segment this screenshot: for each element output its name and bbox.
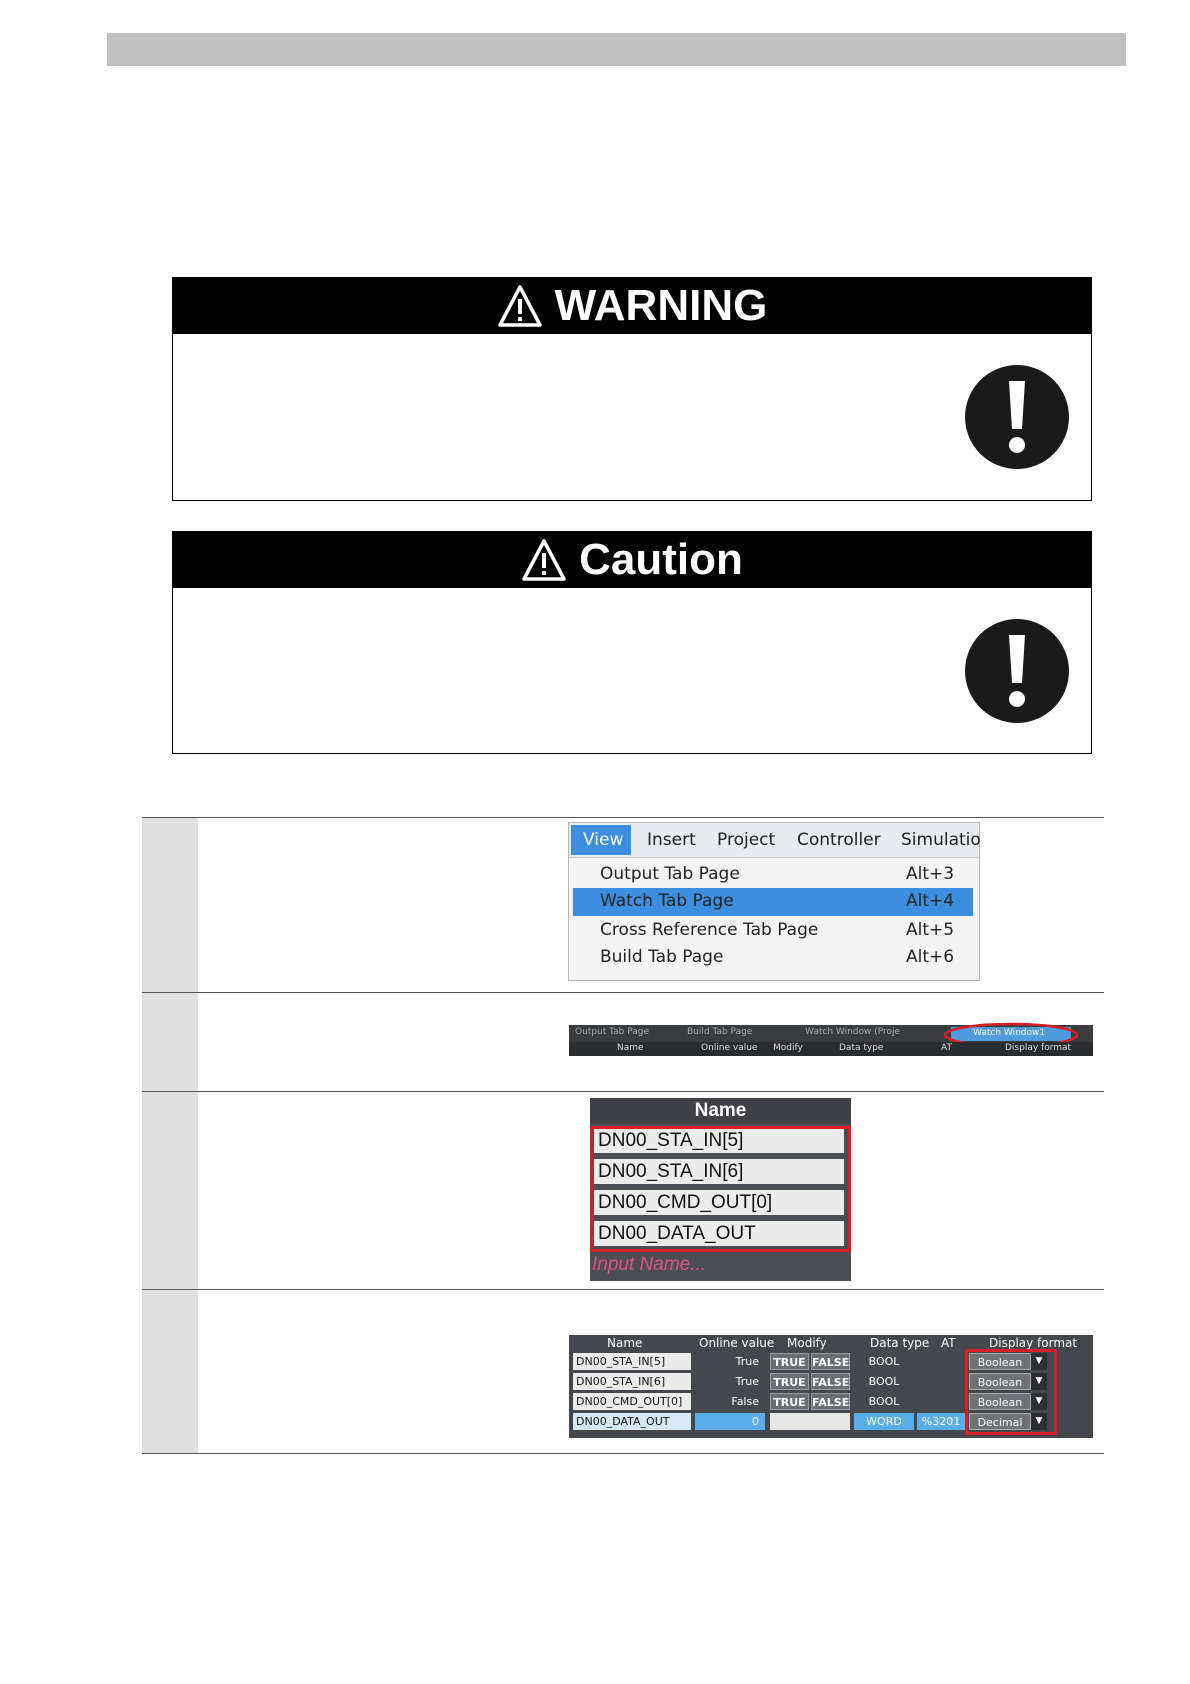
display-format-select[interactable]: Boolean: [969, 1393, 1031, 1410]
warning-title: WARNING: [554, 281, 768, 330]
watch-row-at: [917, 1373, 965, 1390]
col-header-data-type: Data type: [839, 1043, 884, 1053]
watch-row-value: True: [735, 1355, 759, 1368]
name-entry[interactable]: DN00_DATA_OUT: [594, 1221, 844, 1246]
warning-triangle-icon: [497, 284, 543, 328]
menu-item-shortcut: Alt+5: [906, 920, 955, 940]
chevron-down-icon[interactable]: ▼: [1031, 1373, 1047, 1390]
menu-item-build-tab[interactable]: [573, 944, 973, 972]
watch-row-name: DN00_DATA_OUT: [573, 1413, 691, 1430]
modify-value-field[interactable]: [770, 1413, 850, 1430]
menu-item-output-tab[interactable]: [573, 861, 973, 889]
watch-table-screenshot: [569, 1335, 1093, 1438]
watch-row-type: WORD: [854, 1413, 914, 1430]
watch-row-name: DN00_CMD_OUT[0]: [573, 1393, 691, 1410]
col-header-at: AT: [941, 1043, 952, 1053]
name-entry[interactable]: DN00_STA_IN[6]: [594, 1159, 844, 1184]
menu-bar: [569, 823, 979, 858]
exclamation-icon: [965, 365, 1069, 469]
true-button[interactable]: TRUE: [770, 1373, 809, 1390]
menu-item-label: Build Tab Page: [600, 947, 724, 967]
name-list-screenshot: [590, 1098, 851, 1281]
menu-item-shortcut: Alt+4: [906, 891, 955, 911]
tab-watch-window1-label: Watch Window1: [973, 1028, 1046, 1038]
true-button[interactable]: TRUE: [770, 1393, 809, 1410]
menu-simulation[interactable]: Simulatio: [901, 830, 981, 850]
col-header-online-value: Online value: [701, 1043, 758, 1053]
menu-controller[interactable]: Controller: [797, 830, 881, 850]
display-format-select[interactable]: Boolean: [969, 1353, 1031, 1370]
menu-item-label: Cross Reference Tab Page: [600, 920, 819, 940]
chevron-down-icon[interactable]: ▼: [1031, 1413, 1047, 1430]
chevron-down-icon[interactable]: ▼: [1031, 1353, 1047, 1370]
watch-row-at: %3201: [917, 1413, 965, 1430]
false-button[interactable]: FALSE: [811, 1373, 850, 1390]
menu-item-watch-tab[interactable]: [573, 888, 973, 916]
watch-row-name: DN00_STA_IN[5]: [573, 1353, 691, 1370]
col-header-modify: Modify: [773, 1043, 803, 1053]
step-number-cell: [142, 1290, 198, 1453]
step-number-cell: [142, 1092, 198, 1289]
col-header-name: Name: [617, 1043, 644, 1053]
caution-title: Caution: [579, 535, 743, 584]
watch-row-at: [917, 1353, 965, 1370]
menu-item-shortcut: Alt+6: [906, 947, 955, 967]
tab-output[interactable]: Output Tab Page: [575, 1027, 650, 1037]
chevron-down-icon[interactable]: ▼: [1031, 1393, 1047, 1410]
name-entry[interactable]: DN00_CMD_OUT[0]: [594, 1190, 844, 1215]
col-header-name: Name: [607, 1336, 643, 1350]
menu-item-label: Watch Tab Page: [600, 891, 734, 911]
menu-project[interactable]: Project: [717, 830, 776, 850]
caution-notice: [172, 531, 1092, 754]
menu-item-label: Output Tab Page: [600, 864, 740, 884]
highlight-box: [965, 1349, 1057, 1435]
menu-item-cross-reference-tab[interactable]: [573, 917, 973, 945]
menu-insert[interactable]: Insert: [647, 830, 696, 850]
col-header-display-format: Display format: [1005, 1043, 1072, 1053]
true-button[interactable]: TRUE: [770, 1353, 809, 1370]
menu-view[interactable]: View: [583, 830, 624, 850]
name-entry[interactable]: DN00_STA_IN[5]: [594, 1128, 844, 1153]
warning-notice: [172, 277, 1092, 501]
highlight-box: [590, 1126, 851, 1252]
caution-title-bar: [173, 532, 1091, 588]
watch-row-value: 0: [695, 1413, 765, 1430]
watch-row-at: [917, 1393, 965, 1410]
display-format-select[interactable]: Boolean: [969, 1373, 1031, 1390]
false-button[interactable]: FALSE: [811, 1393, 850, 1410]
step-number-cell: [142, 818, 198, 992]
col-header-online-value: Online value: [699, 1336, 775, 1350]
false-button[interactable]: FALSE: [811, 1353, 850, 1370]
warning-title-bar: [173, 278, 1091, 334]
menu-item-shortcut: Alt+3: [906, 864, 955, 884]
col-header-at: AT: [941, 1336, 956, 1350]
view-menu-screenshot: [568, 822, 980, 981]
input-name-field[interactable]: Input Name...: [592, 1254, 707, 1275]
step-number-cell: [142, 993, 198, 1091]
display-format-select[interactable]: Decimal: [969, 1413, 1031, 1430]
tab-watch-project[interactable]: Watch Window (Proje: [805, 1027, 901, 1037]
watch-row-type: BOOL: [868, 1395, 900, 1408]
col-header-modify: Modify: [787, 1336, 827, 1350]
tab-build[interactable]: Build Tab Page: [687, 1027, 753, 1037]
page-header-bar: [107, 33, 1126, 66]
watch-row-type: BOOL: [868, 1375, 900, 1388]
watch-row-name: DN00_STA_IN[6]: [573, 1373, 691, 1390]
watch-tab-strip-screenshot: [569, 1025, 1093, 1056]
name-column-header: Name: [590, 1098, 851, 1124]
caution-triangle-icon: [521, 538, 567, 582]
exclamation-icon: [965, 619, 1069, 723]
watch-row-type: BOOL: [868, 1355, 900, 1368]
col-header-display-format: Display format: [989, 1336, 1078, 1350]
watch-row-value: False: [731, 1395, 759, 1408]
col-header-data-type: Data type: [870, 1336, 930, 1350]
watch-row-value: True: [735, 1375, 759, 1388]
